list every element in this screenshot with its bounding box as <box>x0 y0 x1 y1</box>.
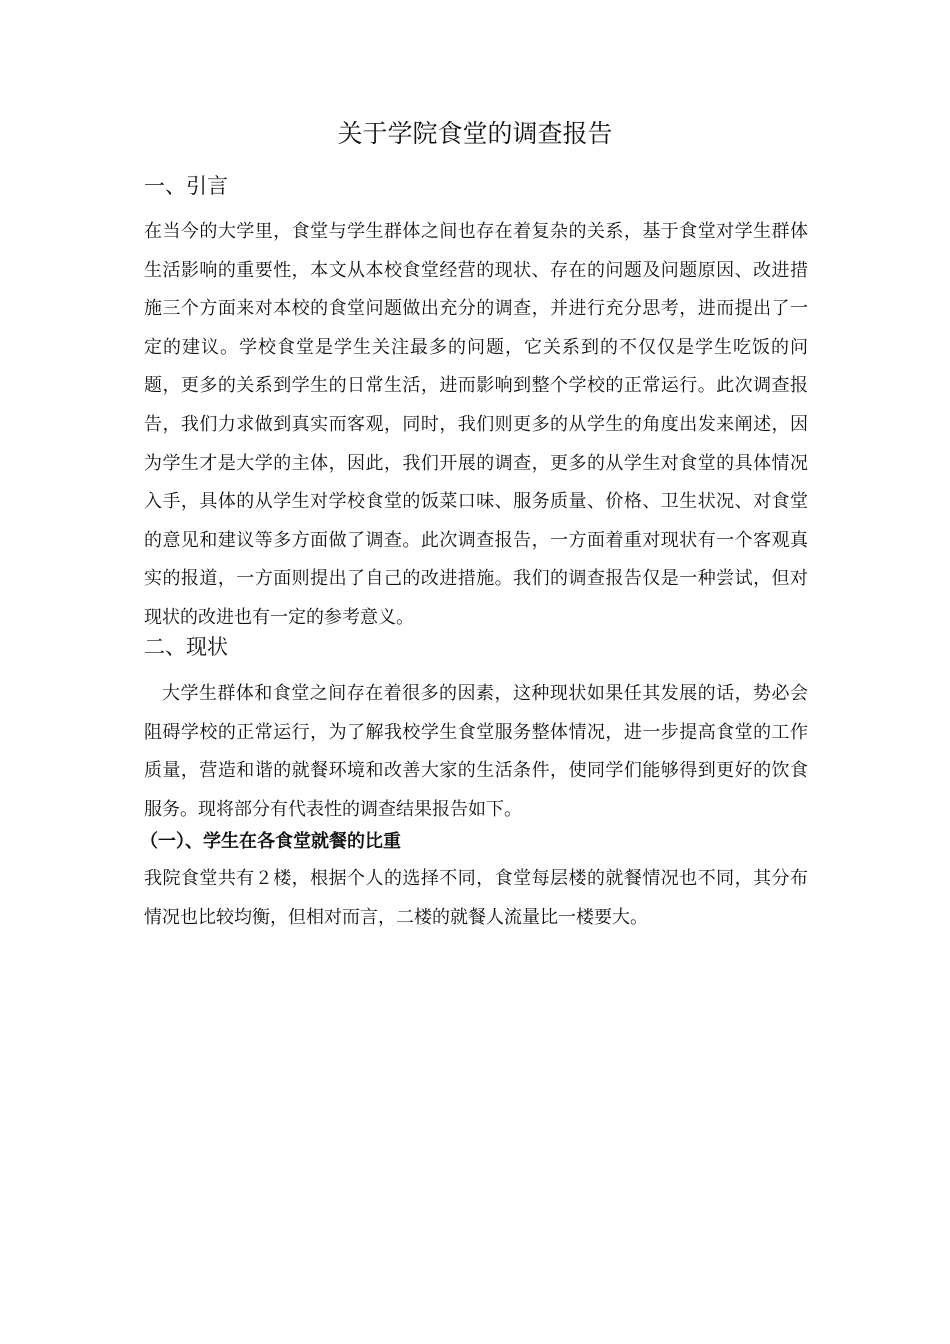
section-heading-current-status: 二、现状 <box>144 635 228 659</box>
document-title: 关于学院食堂的调查报告 <box>337 119 613 148</box>
introduction-paragraph: 在当今的大学里，食堂与学生群体之间也存在着复杂的关系，基于食堂对学生群体生活影响的重要性，本文从本校食堂经营的现状、存在的问题及问题原因、改进措施三个方面来对本校的食堂问题做出充分的调查，并进行充分思考，进而提出了一定的建议。学校食堂是学生关注最多的问题，它关系到的不仅仅是学生吃饭的问题，更多的关系到学生的日常生活，进而影响到整个学校的正常运行。此次调查报告，我们力求做到真实而客观，同时，我们则更多的从学生的角度出发来阐述，因为学生才是大学的主体，因此，我们开展的调查，更多的从学生对食堂的具体情况入手，具体的从学生对学校食堂的饭菜口味、服务质量、价格、卫生状况、对食堂的意见和建议等多方面做了调查。此次调查报告，一方面着重对现状有一个客观真实的报道，一方面则提出了自己的改进措施。我们的调查报告仅是一种尝试，但对现状的改进也有一定的参考意义。 <box>144 221 808 628</box>
dining-proportion-paragraph: 我院食堂共有２楼，根据个人的选择不同，食堂每层楼的就餐情况也不同，其分布情况也比较均衡，但相对而言，二楼的就餐人流量比一楼要大。 <box>144 868 808 928</box>
subsection-heading-dining-proportion: （一）、学生在各食堂就餐的比重 <box>140 831 401 852</box>
current-status-paragraph: 大学生群体和食堂之间存在着很多的因素，这种现状如果任其发展的话，势必会阻碍学校的正常运行，为了解我校学生食堂服务整体情况，进一步提高食堂的工作质量，营造和谐的就餐环境和改善大家的生活条件，使同学们能够得到更好的饮食服务。现将部分有代表性的调查结果报告如下。 <box>144 683 808 820</box>
section-heading-introduction: 一、引言 <box>144 174 228 198</box>
